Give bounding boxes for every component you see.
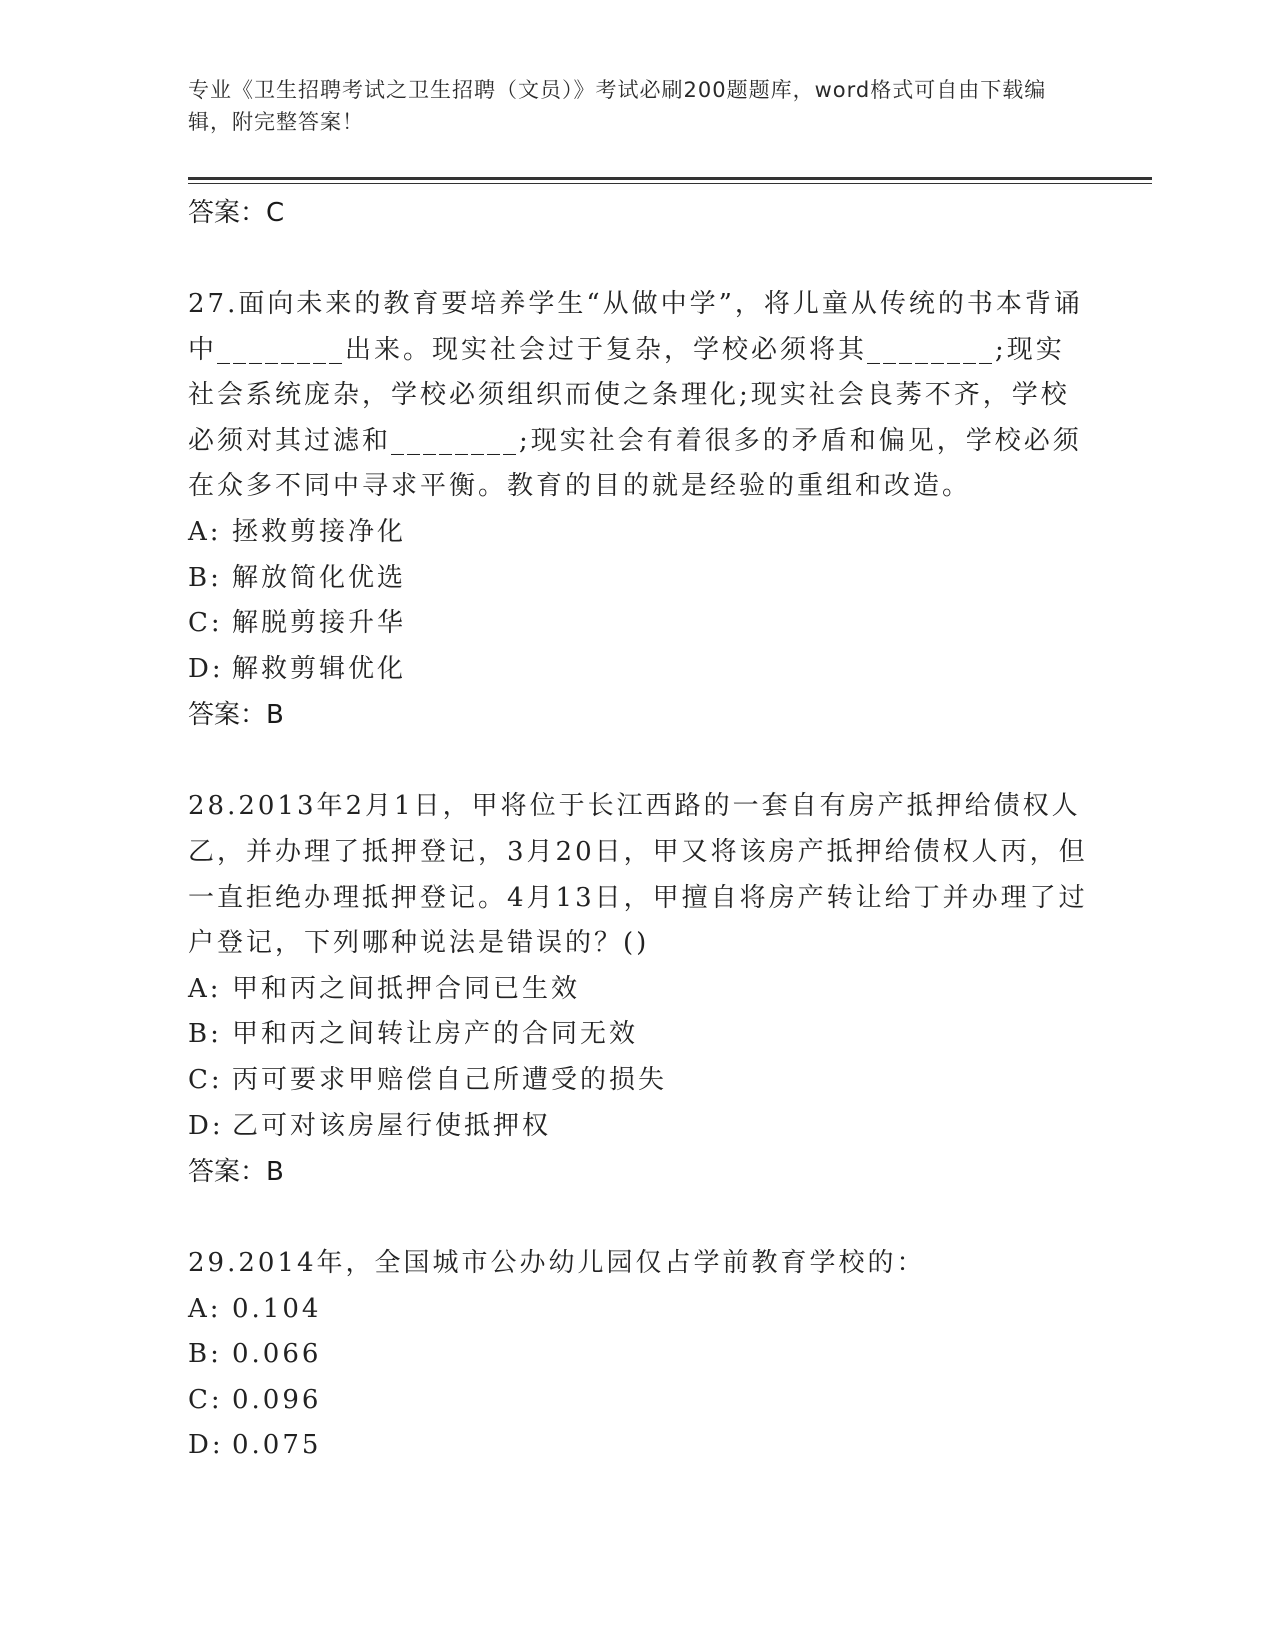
option-b [188,556,1088,602]
option-letter: B: [188,562,222,593]
question-text: 27.面向未来的教育要培养学生“从做中学”，将儿童从传统的书本背诵中________出来。现实社会过于复杂，学校必须将其________;现实社会系统庞杂，学校必须组织而使之条理化;现实社会良莠不齐，学校必须对其过滤和________;现实社会有着很多的矛盾和偏见，学校必须在众多不同中寻求平衡。教育的目的就是经验的重组和改造。 [188,289,1083,502]
option-letter: A: [188,516,222,547]
page-header: 专业《卫生招聘考试之卫生招聘（文员）》考试必刷200题题库，word格式可自由下载编辑，附完整答案！ [188,78,1047,134]
option-text: 解放简化优选 [232,562,407,593]
document-body [188,190,1088,1469]
option-letter: D: [188,1430,224,1461]
option-letter: C: [188,1384,223,1415]
option-text: 0.075 [232,1430,322,1461]
answer-label: 答案：B [188,1157,284,1188]
question-text: 29.2014年，全国城市公办幼儿园仅占学前教育学校的： [188,1248,926,1279]
option-c [188,601,1088,647]
option-a [188,1287,1088,1333]
question-text: 28.2013年2月1日，甲将位于长江西路的一套自有房产抵押给债权人乙，并办理了抵押登记，3月20日，甲又将该房产抵押给债权人丙，但一直拒绝办理抵押登记。4月13日，甲擅自将房产转让给丁并办理了过户登记，下列哪种说法是错误的？() [188,791,1088,959]
option-b [188,1012,1088,1058]
option-text: 解脱剪接升华 [232,608,407,639]
option-d [188,1104,1088,1150]
option-text: 甲和丙之间抵押合同已生效 [232,973,581,1004]
option-d [188,647,1088,693]
option-a [188,967,1088,1013]
option-text: 乙可对该房屋行使抵押权 [232,1110,552,1141]
question-block [188,1241,1088,1469]
option-letter: D: [188,1110,224,1141]
option-text: 甲和丙之间转让房产的合同无效 [232,1019,639,1050]
option-c [188,1058,1088,1104]
header-divider-thin [188,183,1152,184]
option-text: 拯救剪接净化 [232,516,407,547]
option-text: 0.066 [232,1339,322,1370]
option-c [188,1378,1088,1424]
option-text: 解救剪辑优化 [232,653,407,684]
option-letter: D: [188,653,224,684]
option-text: 丙可要求甲赔偿自己所遭受的损失 [232,1064,668,1095]
option-letter: C: [188,608,223,639]
option-letter: A: [188,1293,222,1324]
option-letter: B: [188,1019,222,1050]
answer-label: 答案：C [188,198,285,228]
header-divider-thick [188,177,1152,180]
option-text: 0.104 [232,1293,322,1324]
option-d [188,1423,1088,1469]
question-block [188,784,1088,1195]
option-text: 0.096 [232,1384,322,1415]
option-letter: A: [188,973,222,1004]
question-block [188,282,1088,738]
answer-label: 答案：B [188,700,284,731]
option-b [188,1332,1088,1378]
option-letter: B: [188,1339,222,1370]
option-letter: C: [188,1064,223,1095]
option-a [188,510,1088,556]
